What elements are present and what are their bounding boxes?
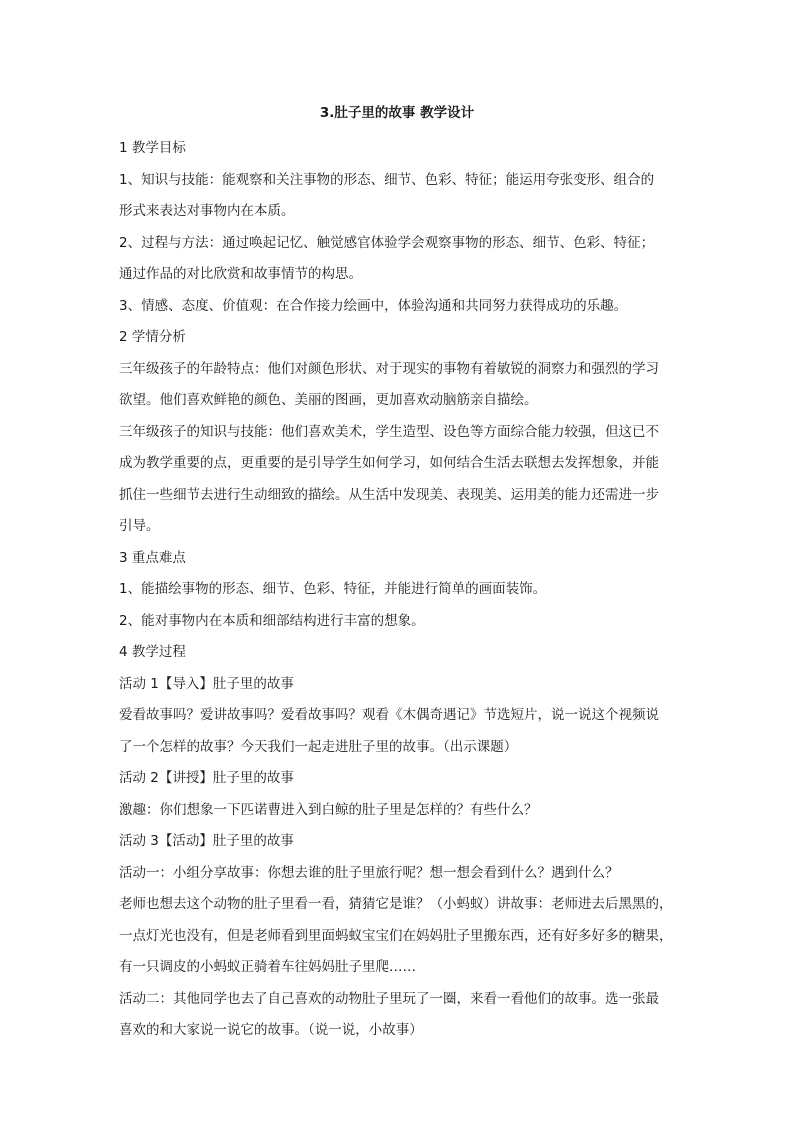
paragraph-line: 通过作品的对比欣赏和故事情节的构思。 (119, 266, 362, 282)
activity-heading: 活动 2【讲授】肚子里的故事 (119, 770, 294, 786)
paragraph-line: 喜欢的和大家说一说它的故事。（说一说，小故事） (119, 1022, 423, 1038)
section-heading-analysis: 2 学情分析 (119, 329, 186, 345)
paragraph-line: 1、能描绘事物的形态、细节、色彩、特征，并能进行简单的画面装饰。 (119, 581, 547, 597)
paragraph-line: 有一只调皮的小蚂蚁正骑着车往妈妈肚子里爬…… (119, 959, 416, 975)
paragraph-line: 2、能对事物内在本质和细部结构进行丰富的想象。 (119, 612, 425, 629)
paragraph-line: 1、知识与技能：能观察和关注事物的形态、细节、色彩、特征；能运用夸张变形、组合的 (119, 171, 655, 188)
paragraph-line: 形式来表达对事物内在本质。 (119, 203, 295, 219)
activity-heading: 活动 3【活动】肚子里的故事 (119, 833, 294, 849)
paragraph-line: 爱看故事吗？爱讲故事吗？爱看故事吗？观看《木偶奇遇记》节选短片，说一说这个视频说 (119, 707, 659, 723)
paragraph-line: 三年级孩子的年龄特点：他们对颜色形状、对于现实的事物有着敏锐的洞察力和强烈的学习 (119, 360, 659, 377)
paragraph-line: 成为教学重要的点，更重要的是引导学生如何学习，如何结合生活去联想去发挥想象，并能 (119, 455, 659, 471)
section-heading-objectives: 1 教学目标 (119, 140, 186, 156)
paragraph-line: 激趣：你们想象一下匹诺曹进入到白鲸的肚子里是怎样的？有些什么？ (119, 801, 538, 818)
paragraph-line: 三年级孩子的知识与技能：他们喜欢美术，学生造型、设色等方面综合能力较强，但这已不 (119, 423, 659, 440)
paragraph-line: 3、情感、态度、价值观：在合作接力绘画中，体验沟通和共同努力获得成功的乐趣。 (119, 297, 628, 314)
paragraph-line: 引导。 (119, 518, 160, 534)
paragraph-line: 一点灯光也没有，但是老师看到里面蚂蚁宝宝们在妈妈肚子里搬东西，还有好多好多的糖果， (119, 927, 673, 944)
document-body (119, 133, 675, 1047)
document-title: 3.肚子里的故事 教学设计 (319, 105, 475, 121)
paragraph-line: 活动一：小组分享故事：你想去谁的肚子里旅行呢？想一想会看到什么？遇到什么？ (119, 864, 619, 881)
paragraph-line: 老师也想去这个动物的肚子里看一看，猜猜它是谁？（小蚂蚁）讲故事：老师进去后黑黑的， (119, 896, 673, 912)
paragraph-line: 抓住一些细节去进行生动细致的描绘。从生活中发现美、表现美、运用美的能力还需进一步 (119, 486, 659, 503)
section-heading-process: 4 教学过程 (119, 644, 186, 660)
paragraph-line: 了一个怎样的故事？今天我们一起走进肚子里的故事。（出示课题） (119, 738, 518, 755)
paragraph-line: 欲望。他们喜欢鲜艳的颜色、美丽的图画，更加喜欢动脑筋亲自描绘。 (119, 392, 538, 408)
paragraph-line: 2、过程与方法：通过唤起记忆、触觉感官体验学会观察事物的形态、细节、色彩、特征； (119, 234, 655, 251)
activity-heading: 活动 1【导入】肚子里的故事 (119, 675, 294, 692)
section-heading-key-points: 3 重点难点 (119, 549, 186, 566)
paragraph-line: 活动二：其他同学也去了自己喜欢的动物肚子里玩了一圈，来看一看他们的故事。选一张最 (119, 990, 659, 1007)
